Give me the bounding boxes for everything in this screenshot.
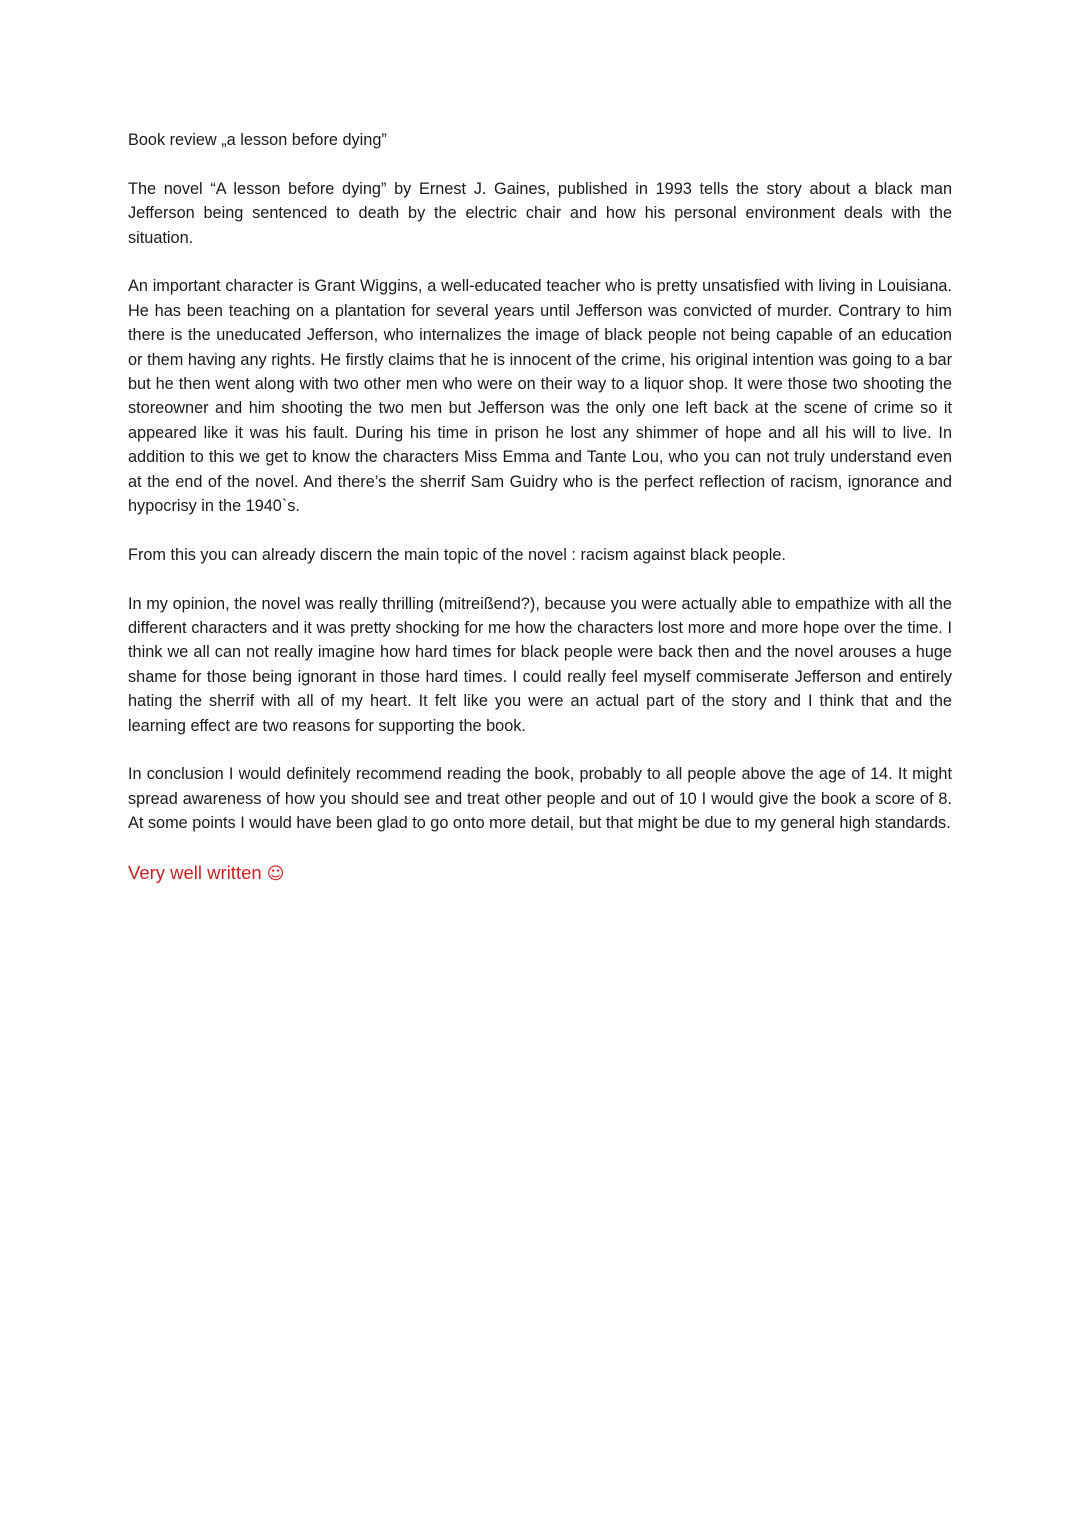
teacher-comment <box>128 860 952 887</box>
smiley-icon: ☺ <box>266 864 285 885</box>
paragraph-characters: An important character is Grant Wiggins, a well-educated teacher who is pretty unsatisfied with living in Louisiana. He has been teaching on a plantation for several years until Jefferson was convicted of murder. Contrary to him there is the uneducated Jefferson, who internalizes the image of black people not being capable of an education or them having any rights. He firstly claims that he is innocent of the crime, his original intention was going to a bar but he then went along with two other men who were on their way to a liquor shop. It were those two shooting the storeowner and him shooting the two men but Jefferson was the only one left back at the scene of crime so it appeared like it was his fault. During his time in prison he lost any shimmer of hope and all his will to live. In addition to this we get to know the characters Miss Emma and Tante Lou, who you can not truly understand even at the end of the novel. And there’s the sherrif Sam Guidry who is the perfect reflection of racism, ignorance and hypocrisy in the 1940`s. <box>128 277 952 516</box>
paragraph-intro: The novel “A lesson before dying” by Ernest J. Gaines, published in 1993 tells the story about a black man Jefferson being sentenced to death by the electric chair and how his personal environment deals with the situation. <box>128 179 952 247</box>
teacher-comment-text: Very well written <box>128 862 262 884</box>
document-page <box>128 128 952 887</box>
document-title: Book review „a lesson before dying” <box>128 131 387 149</box>
paragraph-conclusion: In conclusion I would definitely recommend reading the book, probably to all people above the age of 14. It might spread awareness of how you should see and treat other people and out of 10 I would give the book a score of 8. At some points I would have been glad to go onto more detail, but that might be due to my general high standards. <box>128 765 952 833</box>
paragraph-opinion: In my opinion, the novel was really thrilling (mitreißend?), because you were actually able to empathize with all the different characters and it was pretty shocking for me how the characters lost more and more hope over the time. I think we all can not really imagine how hard times for black people were back then and the novel arouses a huge shame for those being ignorant in those hard times. I could really feel myself commiserate Jefferson and entirely hating the sherrif with all of my heart. It felt like you were an actual part of the story and I think that and the learning effect are two reasons for supporting the book. <box>128 594 952 735</box>
paragraph-topic: From this you can already discern the main topic of the novel : racism against black people. <box>128 545 786 564</box>
